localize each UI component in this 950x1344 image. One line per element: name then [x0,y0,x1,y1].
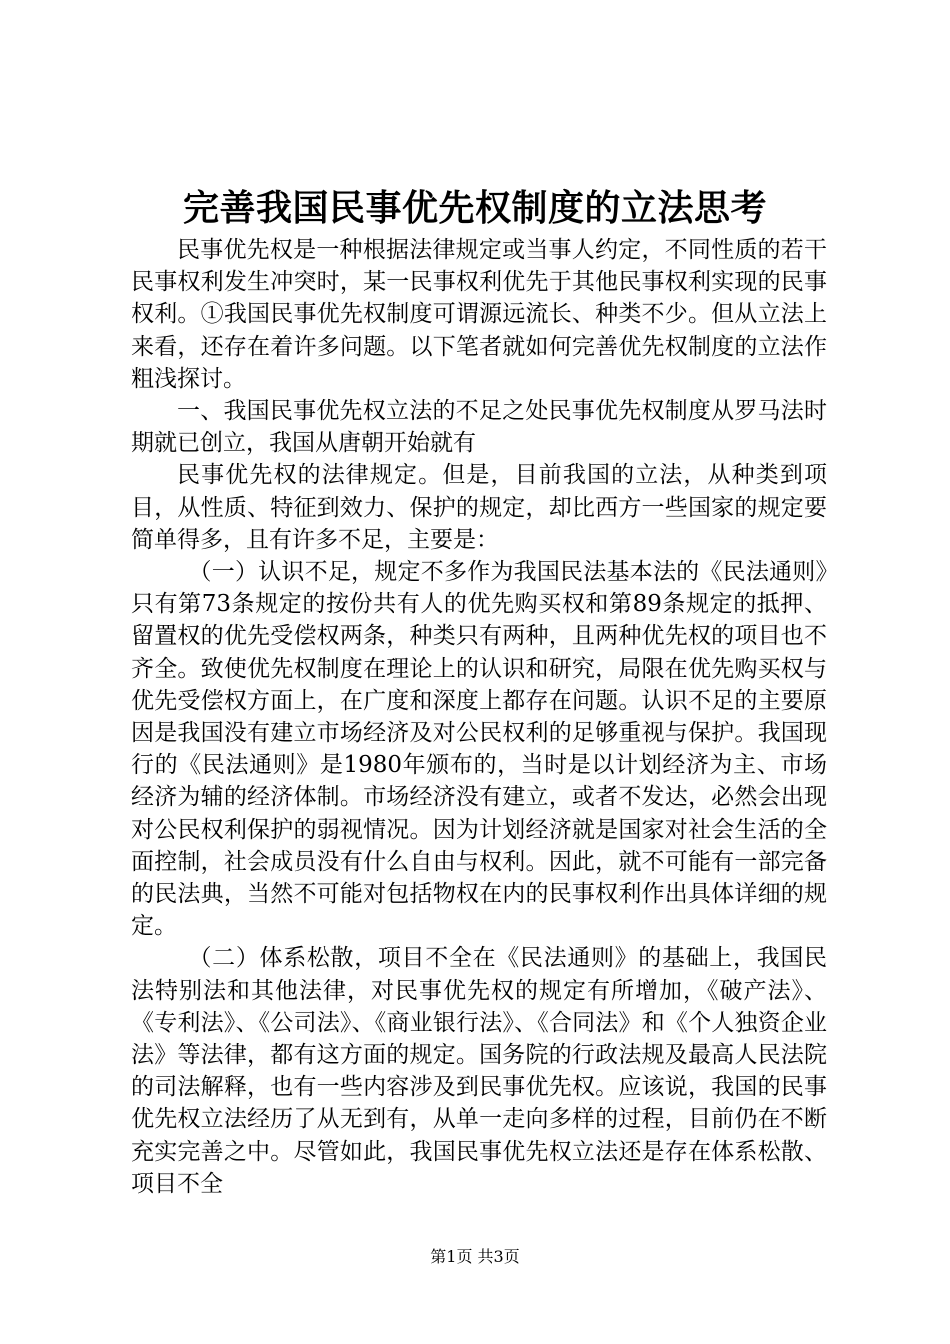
paragraph-subsection-one: （一）认识不足，规定不多作为我国民法基本法的《民法通则》只有第73条规定的按份共有人的优先购买权和第89条规定的抵押、留置权的优先受偿权两条，种类只有两种，且两种优先权的项目也不齐全。致使优先权制度在理论上的认识和研究，局限在优先购买权与优先受偿权方面上，在广度和深度上都存在问题。认识不足的主要原因是我国没有建立市场经济及对公民权利的足够重视与保护。我国现行的《民法通则》是1980年颁布的，当时是以计划经济为主、市场经济为辅的经济体制。市场经济没有建立，或者不发达，必然会出现对公民权利保护的弱视情况。因为计划经济就是国家对社会生活的全面控制，社会成员没有什么自由与权利。因此，就不可能有一部完备的民法典，当然不可能对包括物权在内的民事权利作出具体详细的规定。 [131,559,827,940]
paragraph-intro: 民事优先权是一种根据法律规定或当事人约定，不同性质的若干民事权利发生冲突时，某一民事权利优先于其他民事权利实现的民事权利。①我国民事优先权制度可谓源远流长、种类不少。但从立法上来看，还存在着许多问题。以下笔者就如何完善优先权制度的立法作粗浅探讨。 [131,237,827,392]
paragraph-subsection-two: （二）体系松散，项目不全在《民法通则》的基础上，我国民法特别法和其他法律，对民事优先权的规定有所增加，《破产法》、《专利法》、《公司法》、《商业银行法》、《合同法》和《个人独资企业法》等法律，都有这方面的规定。国务院的行政法规及最高人民法院的司法解释，也有一些内容涉及到民事优先权。应该说，我国的民事优先权立法经历了从无到有，从单一走向多样的过程，目前仍在不断充实完善之中。尽管如此，我国民事优先权立法还是存在体系松散、项目不全 [131,945,827,1197]
document-body [131,234,827,1200]
paragraph-section-one-body: 民事优先权的法律规定。但是，目前我国的立法，从种类到项目，从性质、特征到效力、保护的规定，却比西方一些国家的规定要简单得多，且有许多不足，主要是： [131,462,827,553]
paragraph-section-one-heading: 一、我国民事优先权立法的不足之处民事优先权制度从罗马法时期就已创立，我国从唐朝开始就有 [131,398,827,457]
page-number-footer: 第1页 共3页 [430,1247,520,1266]
document-title: 完善我国民事优先权制度的立法思考 [182,187,767,229]
